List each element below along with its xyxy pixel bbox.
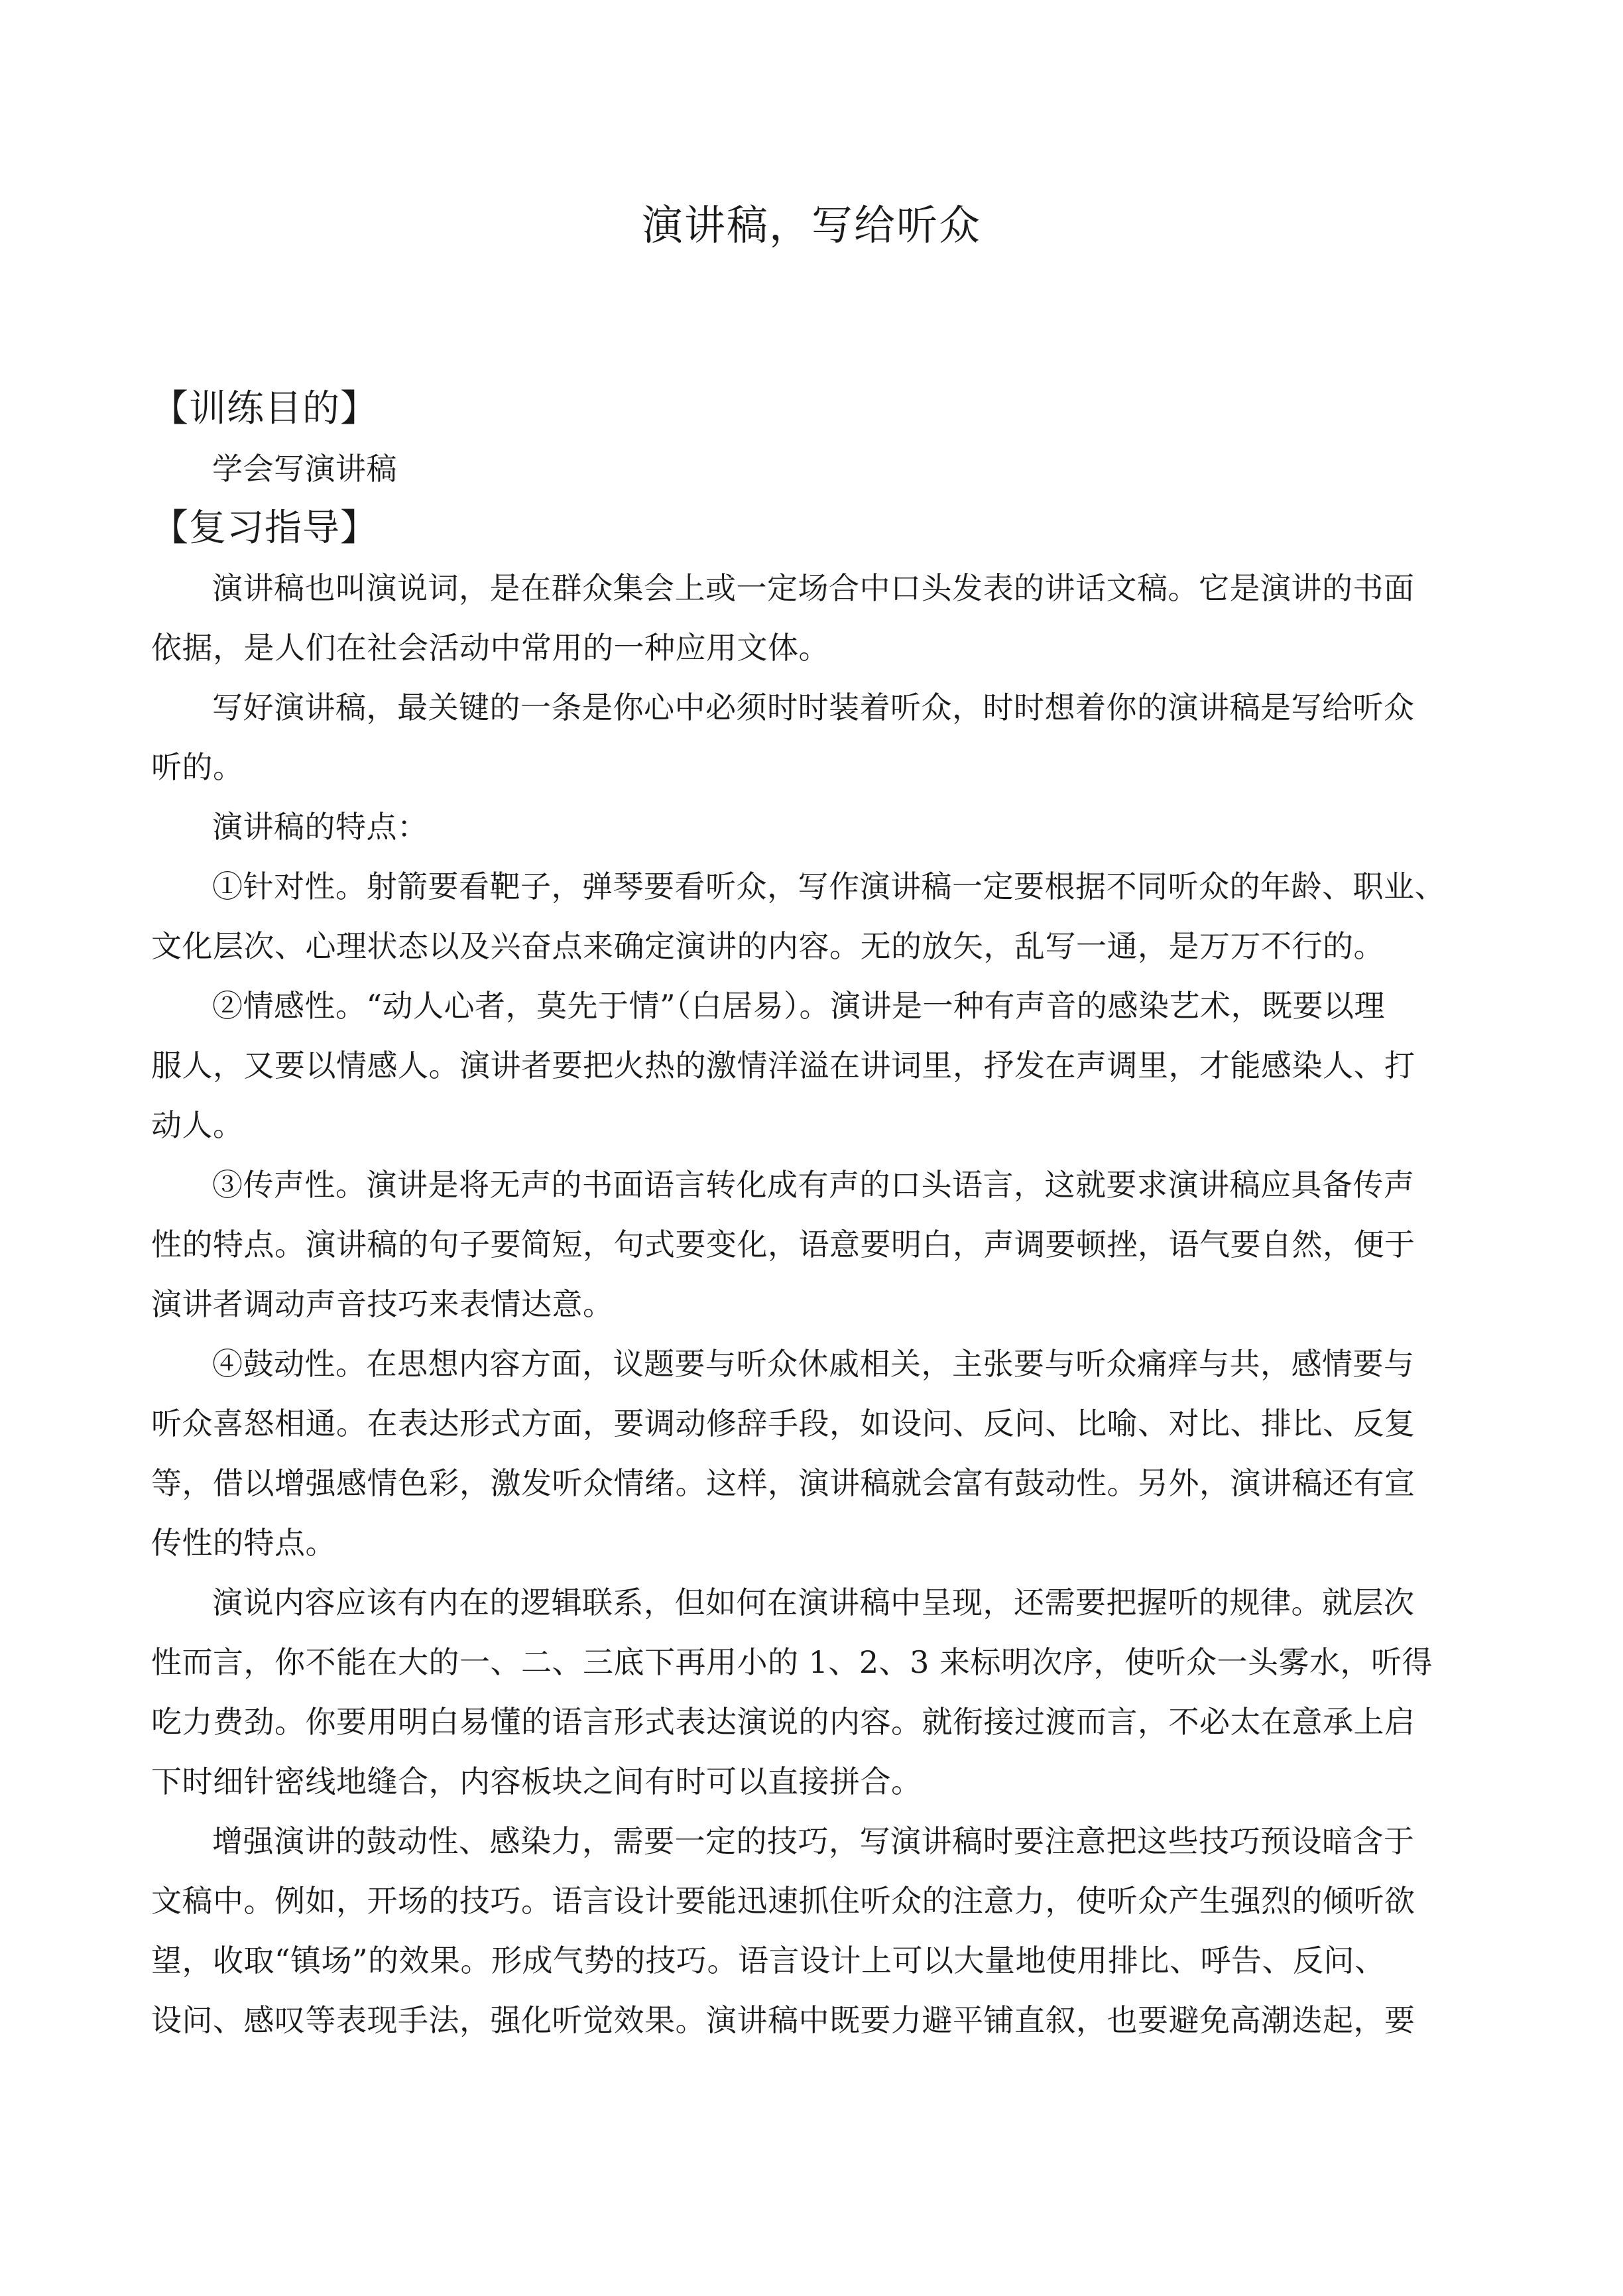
paragraph-line: 等，借以增强感情色彩，激发听众情绪。这样，演讲稿就会富有鼓动性。另外，演讲稿还有宣 (151, 1465, 1415, 1501)
paragraph-line: 听众喜怒相通。在表达形式方面，要调动修辞手段，如设问、反问、比喻、对比、排比、反复 (151, 1406, 1415, 1441)
section-heading-review-guide: 【复习指导】 (151, 507, 378, 550)
paragraph-line: 下时细针密线地缝合，内容板块之间有时可以直接拼合。 (151, 1764, 922, 1799)
paragraph-line: 演说内容应该有内在的逻辑联系，但如何在演讲稿中呈现，还需要把握听的规律。就层次 (212, 1585, 1415, 1620)
paragraph-line: 性的特点。演讲稿的句子要简短，句式要变化，语意要明白，声调要顿挫，语气要自然，便于 (151, 1227, 1415, 1262)
paragraph-line: 依据，是人们在社会活动中常用的一种应用文体。 (151, 630, 829, 666)
paragraph-line: 文化层次、心理状态以及兴奋点来确定演讲的内容。无的放矢，乱写一通，是万万不行的。 (151, 928, 1384, 964)
paragraph-line: 望，收取“镇场”的效果。形成气势的技巧。语言设计上可以大量地使用排比、呼告、反问、 (151, 1943, 1386, 1978)
paragraph-line: 文稿中。例如，开场的技巧。语言设计要能迅速抓住听众的注意力，使听众产生强烈的倾听欲 (151, 1883, 1415, 1919)
paragraph-line: 写好演讲稿，最关键的一条是你心中必须时时装着听众，时时想着你的演讲稿是写给听众 (212, 690, 1415, 725)
paragraph-line: 吃力费劲。你要用明白易懂的语言形式表达演说的内容。就衔接过渡而言，不必太在意承上启 (151, 1704, 1415, 1740)
paragraph-line: 演讲稿也叫演说词，是在群众集会上或一定场合中口头发表的讲话文稿。它是演讲的书面 (212, 570, 1415, 606)
paragraph-line: 性而言，你不能在大的一、二、三底下再用小的 1、2、3 来标明次序，使听众一头雾水，听得 (151, 1644, 1433, 1680)
paragraph-line: 传性的特点。 (151, 1525, 336, 1561)
paragraph-line: 增强演讲的鼓动性、感染力，需要一定的技巧，写演讲稿时要注意把这些技巧预设暗含于 (212, 1823, 1415, 1859)
paragraph-line: 服人，又要以情感人。演讲者要把火热的激情洋溢在讲词里，抒发在声调里，才能感染人、打 (151, 1048, 1415, 1083)
paragraph-line: ③传声性。演讲是将无声的书面语言转化成有声的口头语言，这就要求演讲稿应具备传声 (212, 1167, 1415, 1203)
paragraph-line: 动人。 (151, 1107, 244, 1143)
paragraph-line: 设问、感叹等表现手法，强化听觉效果。演讲稿中既要力避平铺直叙，也要避免高潮迭起，要 (151, 2002, 1415, 2038)
paragraph-line: 演讲者调动声音技巧来表情达意。 (151, 1286, 614, 1322)
section-heading-training-goal: 【训练目的】 (151, 387, 378, 430)
section-training-goal (151, 439, 1477, 499)
section-review-guide (151, 558, 1477, 2050)
document-body (151, 379, 1477, 2050)
paragraph-line: 演讲稿的特点： (212, 809, 428, 845)
paragraph-line: 听的。 (151, 749, 244, 785)
paragraph-line: ②情感性。“动人心者，莫先于情”（白居易）。演讲是一种有声音的感染艺术，既要以理 (212, 988, 1386, 1024)
paragraph-line: 学会写演讲稿 (212, 451, 397, 487)
paragraph-line: ①针对性。射箭要看靶子，弹琴要看听众，写作演讲稿一定要根据不同听众的年龄、职业、 (212, 869, 1445, 904)
document-title: 演讲稿，写给听众 (641, 201, 981, 249)
paragraph-line: ④鼓动性。在思想内容方面，议题要与听众休戚相关，主张要与听众痛痒与共，感情要与 (212, 1346, 1415, 1382)
